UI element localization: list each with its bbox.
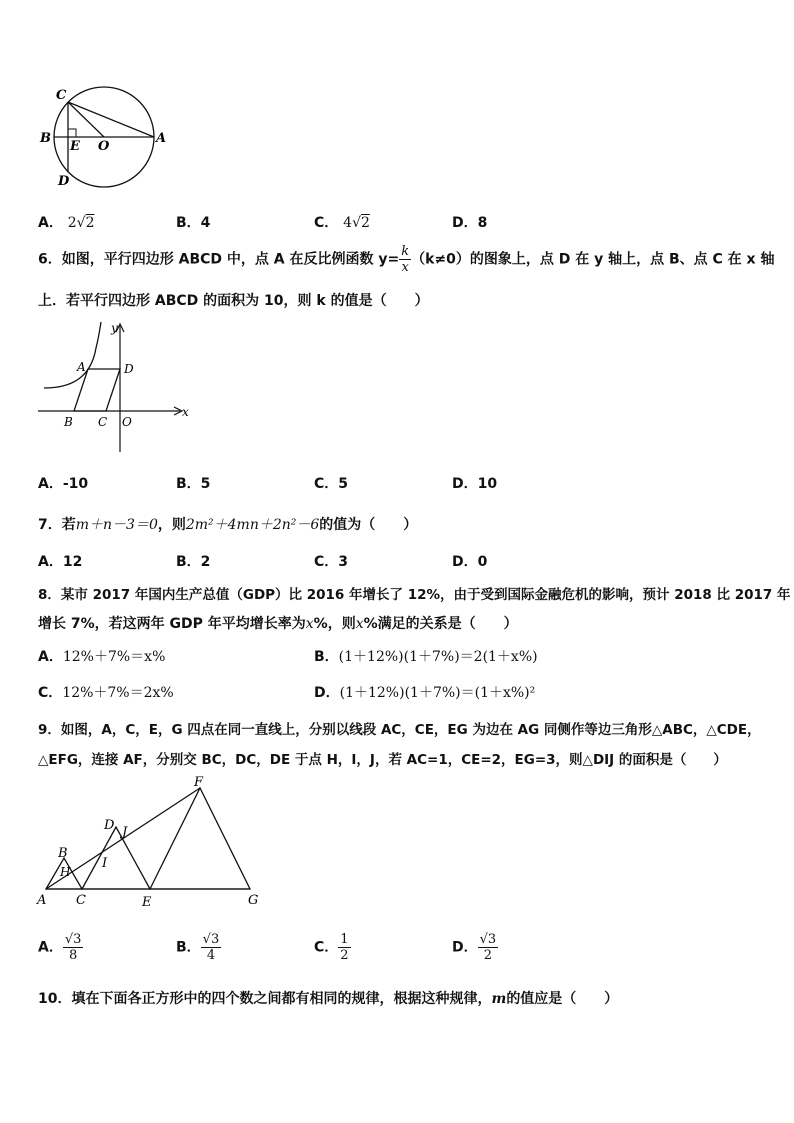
label-F: F <box>194 776 204 790</box>
q7-option-a: A．12 <box>38 554 83 570</box>
right-angle-mark <box>68 129 76 137</box>
label-A: A <box>37 893 47 908</box>
q9-option-a: A． $\frac{√3}{8}$ <box>38 932 82 963</box>
q9-line1: 9．如图，A，C，E，G 四点在同一直线上，分别以线段 AC，CE，EG 为边在 AG 同侧作等边三角形△ABC，△CDE， <box>38 722 761 738</box>
q5-option-d: D．8 <box>452 215 488 231</box>
label-J: J <box>122 825 128 840</box>
label-E: E <box>70 139 80 154</box>
q7-option-b: B．2 <box>176 554 211 570</box>
label-E: E <box>142 895 152 910</box>
q6-line2: 上．若平行四边形 ABCD 的面积为 10，则 k 的值是（ ） <box>38 293 429 309</box>
q7-option-c: C．3 <box>314 554 349 570</box>
q9-triangles-figure <box>34 776 270 912</box>
label-B: B <box>40 131 51 146</box>
q8-line2: 增长 7%，若这两年 GDP 年平均增长率为x%，则x%满足的关系是（ ） <box>38 616 518 632</box>
label-D: D <box>104 818 115 833</box>
q8-option-b: B．(1＋12%)(1＋7%)＝2(1＋x%) <box>314 649 538 665</box>
q7-stem: 7．若m＋n－3＝0，则2m²＋4mn＋2n²－6的值为（ ） <box>38 517 418 533</box>
q9-option-c: C． $\frac{1}{2}$ <box>314 932 349 963</box>
hyperbola-curve <box>44 322 101 388</box>
q8-option-a: A．12%＋7%＝x% <box>38 649 166 665</box>
q6-option-a: A．-10 <box>38 476 89 492</box>
q9-line2: △EFG，连接 AF，分别交 BC，DC，DE 于点 H，I，J，若 AC=1，CE=2，EG=3，则△DIJ 的面积是（ ） <box>38 752 727 768</box>
label-H: H <box>60 865 71 879</box>
label-B: B <box>64 415 73 429</box>
q5-option-b: B．4 <box>176 215 211 231</box>
label-G: G <box>248 893 259 908</box>
q6-option-d: D．10 <box>452 476 498 492</box>
q5-option-a: A． 2√2 <box>38 215 95 231</box>
label-C: C <box>98 415 108 429</box>
q5-circle-figure <box>36 82 176 194</box>
triangle-EFG <box>150 788 250 889</box>
label-A: A <box>77 360 86 374</box>
label-D: D <box>124 362 134 376</box>
q6-option-b: B．5 <box>176 476 211 492</box>
q9-option-b: B． $\frac{√3}{4}$ <box>176 932 220 963</box>
q5-option-c: C． 4√2 <box>314 215 370 231</box>
q6-graph-figure <box>36 318 196 454</box>
label-C: C <box>56 88 67 103</box>
segment-CO <box>68 102 104 137</box>
label-x: x <box>182 405 189 419</box>
q6-line1: 6．如图，平行四边形 ABCD 中，点 A 在反比例函数 y= $\frac{k}{x}$ （k≠0）的图象上，点 D 在 y 轴上，点 B、点 C 在 x 轴 <box>38 244 775 275</box>
q8-option-d: D．(1＋12%)(1＋7%)＝(1＋x%)² <box>314 685 536 701</box>
label-B: B <box>58 846 68 861</box>
parallelogram-ABCD <box>74 369 120 411</box>
label-O: O <box>122 415 132 429</box>
q9-option-d: D． $\frac{√3}{2}$ <box>452 932 497 963</box>
label-y: y <box>111 321 118 335</box>
label-D: D <box>58 174 70 189</box>
q6-option-c: C．5 <box>314 476 349 492</box>
chord-CA <box>68 102 154 137</box>
label-I: I <box>102 856 108 871</box>
label-O: O <box>98 139 110 154</box>
label-A: A <box>156 131 167 146</box>
label-C: C <box>76 893 86 908</box>
q8-option-c: C．12%＋7%＝2x% <box>38 685 174 701</box>
q7-option-d: D．0 <box>452 554 488 570</box>
q10-stem: 10．填在下面各正方形中的四个数之间都有相同的规律，根据这种规律，m的值应是（ ） <box>38 991 619 1007</box>
q8-line1: 8．某市 2017 年国内生产总值（GDP）比 2016 年增长了 12%，由于受到国际金融危机的影响，预计 2018 比 2017 年 <box>38 587 791 603</box>
